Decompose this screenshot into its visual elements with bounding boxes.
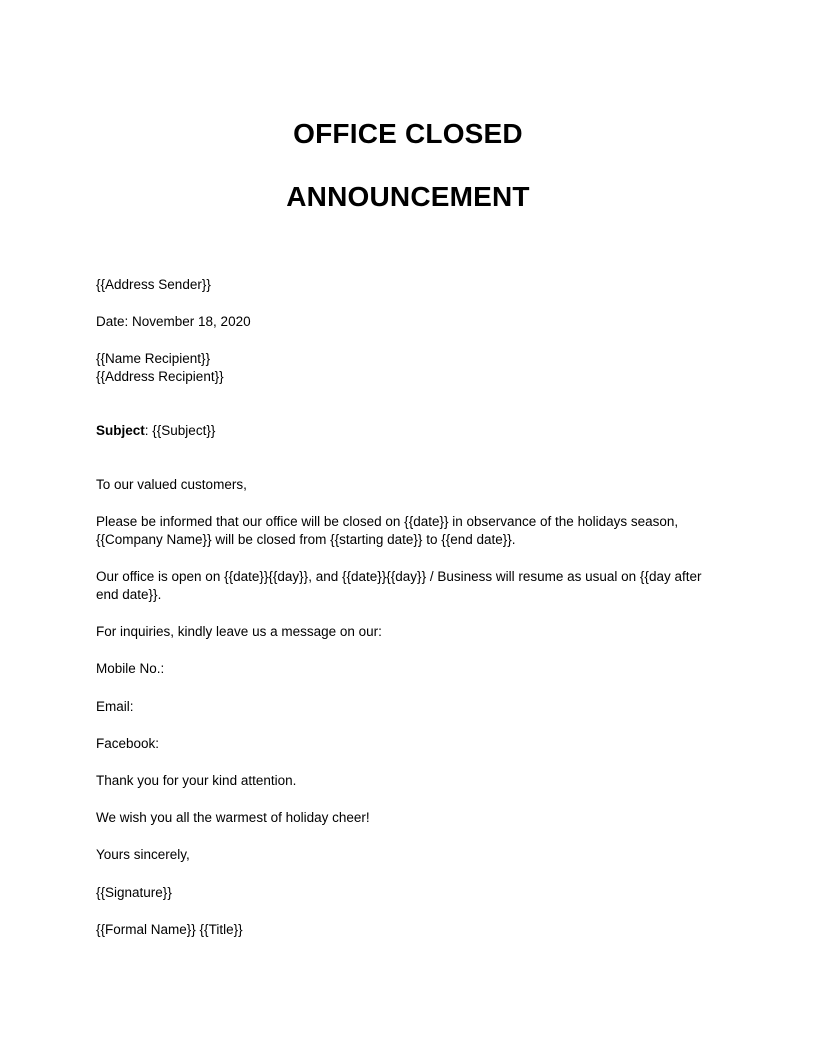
address-sender: {{Address Sender}} [96,277,211,292]
paragraph-2-line-2: end date}}. [96,587,162,602]
closing-text: Yours sincerely, [96,847,190,862]
facebook-label: Facebook: [96,736,160,751]
subject-line [96,422,215,440]
inquiries-text: For inquiries, kindly leave us a message on our: [96,624,382,639]
letter-date: Date: November 18, 2020 [96,314,251,329]
page-title-line-2: ANNOUNCEMENT [286,181,530,212]
formal-name-title: {{Formal Name}} {{Title}} [96,922,243,937]
paragraph-1-line-1: Please be informed that our office will be closed on {{date}} in observance of the holidays season, [96,514,679,529]
signature-placeholder: {{Signature}} [96,885,172,900]
mobile-label: Mobile No.: [96,661,165,676]
wish-text: We wish you all the warmest of holiday cheer! [96,810,370,825]
subject-value: : {{Subject}} [144,423,216,438]
subject-label: Subject [96,423,145,438]
thanks-text: Thank you for your kind attention. [96,773,297,788]
paragraph-1-line-2: {{Company Name}} will be closed from {{starting date}} to {{end date}}. [96,532,516,547]
address-recipient: {{Address Recipient}} [96,369,224,384]
name-recipient: {{Name Recipient}} [96,351,211,366]
paragraph-2-line-1: Our office is open on {{date}}{{day}}, and {{date}}{{day}} / Business will resume as usual on {{day after [96,569,702,584]
greeting: To our valued customers, [96,477,247,492]
email-label: Email: [96,699,134,714]
page-title-line-1: OFFICE CLOSED [293,118,523,149]
